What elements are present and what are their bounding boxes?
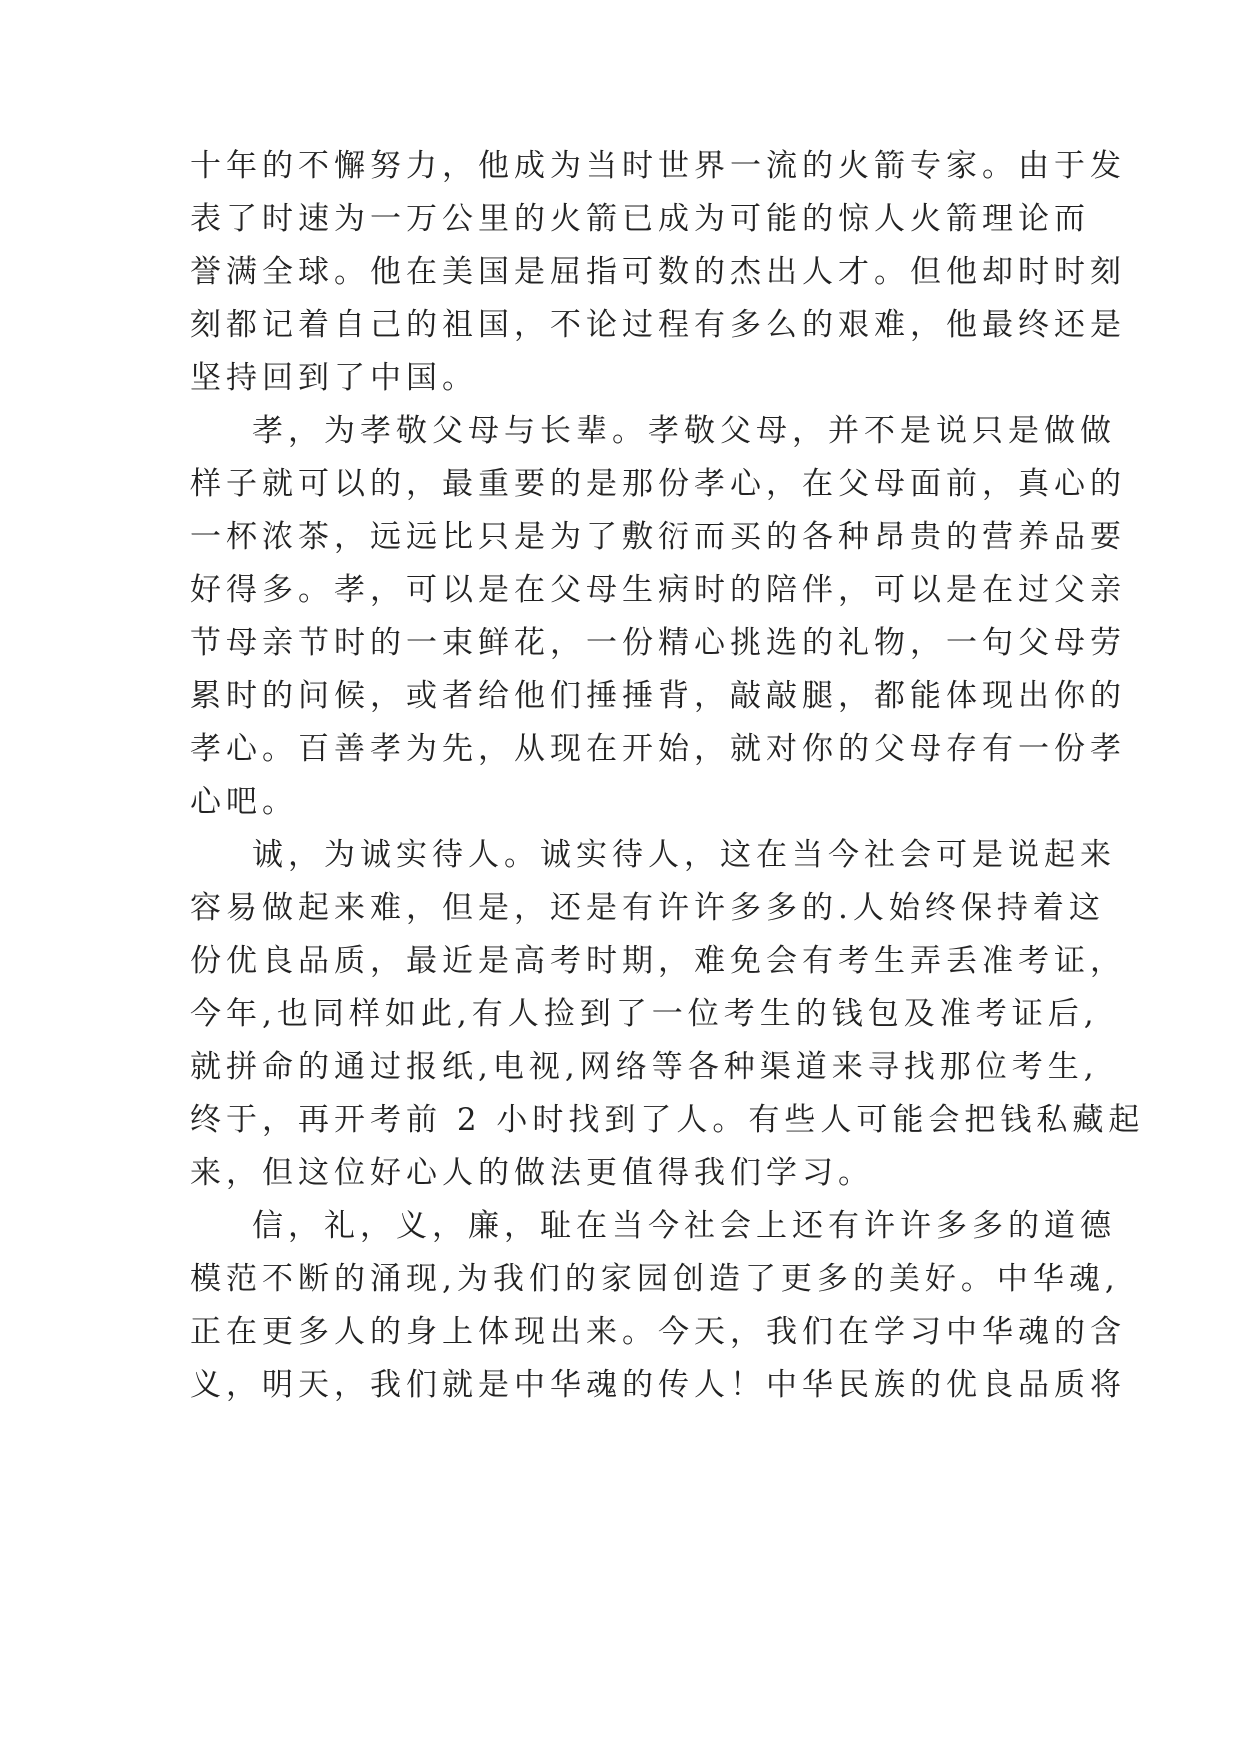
text-line: 刻都记着自己的祖国，不论过程有多么的艰难，他最终还是 [190, 307, 1126, 343]
text-line: 十年的不懈努力，他成为当时世界一流的火箭专家。由于发 [190, 148, 1126, 184]
text-line: 一杯浓茶，远远比只是为了敷衍而买的各种昂贵的营养品要 [190, 519, 1126, 555]
text-line: 好得多。孝，可以是在父母生病时的陪伴，可以是在过父亲 [190, 572, 1126, 608]
text-line: 孝心。百善孝为先，从现在开始，就对你的父母存有一份孝 [190, 731, 1126, 767]
document-page [190, 140, 1145, 1412]
text-line: 孝，为孝敬父母与长辈。孝敬父母，并不是说只是做做 [252, 413, 1116, 449]
text-line: 坚持回到了中国。 [190, 360, 478, 396]
text-line: 诚，为诚实待人。诚实待人，这在当今社会可是说起来 [252, 837, 1116, 873]
text-line: 份优良品质，最近是高考时期，难免会有考生弄丢准考证， [190, 943, 1126, 979]
text-line: 终于，再开考前 2 小时找到了人。有些人可能会把钱私藏起 [190, 1102, 1145, 1138]
text-line: 信，礼，义，廉，耻在当今社会上还有许许多多的道德 [252, 1208, 1116, 1244]
text-line: 容易做起来难，但是，还是有许许多多的.人始终保持着这 [190, 890, 1105, 926]
text-line: 就拼命的通过报纸,电视,网络等各种渠道来寻找那位考生, [190, 1049, 1099, 1085]
text-line: 正在更多人的身上体现出来。今天，我们在学习中华魂的含 [190, 1314, 1126, 1350]
text-line: 节母亲节时的一束鲜花，一份精心挑选的礼物，一句父母劳 [190, 625, 1126, 661]
paragraph [190, 140, 1126, 405]
text-line: 来，但这位好心人的做法更值得我们学习。 [190, 1155, 874, 1191]
text-line: 心吧。 [190, 784, 298, 820]
text-line: 誉满全球。他在美国是屈指可数的杰出人才。但他却时时刻 [190, 254, 1126, 290]
paragraph [190, 829, 1145, 1200]
text-line: 表了时速为一万公里的火箭已成为可能的惊人火箭理论而 [190, 201, 1090, 237]
text-line: 模范不断的涌现,为我们的家园创造了更多的美好。中华魂, [190, 1261, 1120, 1297]
text-line: 义，明天，我们就是中华魂的传人！中华民族的优良品质将 [190, 1367, 1126, 1403]
text-line: 今年,也同样如此,有人捡到了一位考生的钱包及准考证后, [190, 996, 1099, 1032]
text-line: 样子就可以的，最重要的是那份孝心，在父母面前，真心的 [190, 466, 1126, 502]
paragraph [190, 405, 1126, 829]
paragraph [190, 1200, 1126, 1412]
text-line: 累时的问候，或者给他们捶捶背，敲敲腿，都能体现出你的 [190, 678, 1126, 714]
